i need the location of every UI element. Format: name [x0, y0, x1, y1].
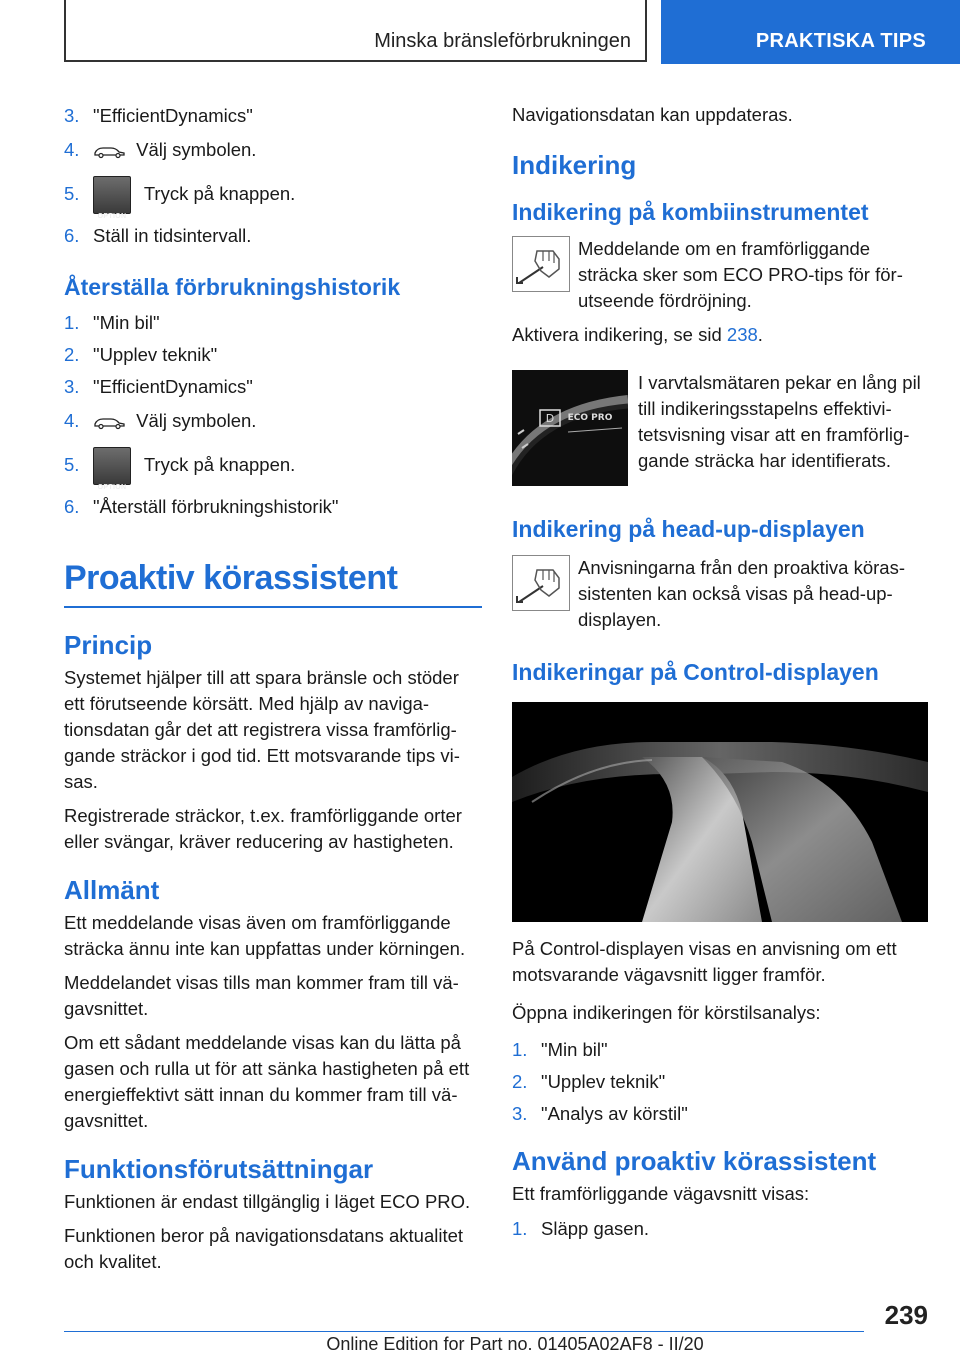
list-text: Tryck på knappen.	[143, 183, 296, 204]
heading-rule	[64, 606, 482, 608]
kombi-note	[512, 236, 930, 314]
subheading-control-display: Indikeringar på Control-displayen	[512, 659, 879, 685]
list-number: 1.	[512, 1218, 528, 1239]
list-number: 3.	[64, 376, 80, 397]
princip-paragraph-2: Registrerade sträckor, t.ex. framförliggande orter eller svängar, kräver reducering av hastigheten.	[64, 805, 462, 852]
tachometer-eco-pro-image	[512, 370, 628, 486]
section-heading-reset: Återställa förbrukningshistorik	[64, 274, 401, 300]
list-item	[64, 168, 482, 220]
activate-prefix: Aktivera indikering, se sid	[512, 324, 727, 345]
gauge-mode-label: ECO PRO	[567, 413, 613, 423]
steps-list-use	[512, 1213, 930, 1245]
subheading-kombi: Indikering på kombiinstrumentet	[512, 199, 869, 225]
list-item	[64, 371, 482, 403]
footer-edition: Online Edition for Part no. 01405A02AF8 - II/20	[326, 1334, 704, 1354]
pointer-hand-icon	[512, 555, 570, 611]
allmant-paragraph-1: Ett meddelande visas även om framförliggande sträcka ännu inte kan uppfattas under körningen.	[64, 912, 466, 959]
list-text: "Min bil"	[541, 1039, 608, 1060]
list-item	[64, 132, 482, 168]
list-text: Välj symbolen.	[136, 139, 257, 160]
allmant-paragraph-2: Meddelandet visas tills man kommer fram till vägavsnittet.	[64, 972, 459, 1019]
list-text: "Upplev teknik"	[541, 1071, 666, 1092]
list-text: "EfficientDynamics"	[93, 105, 253, 126]
list-text: Ställ in tidsintervall.	[93, 225, 252, 246]
list-item	[512, 1066, 930, 1098]
list-number: 3.	[512, 1103, 528, 1124]
list-item	[64, 307, 482, 339]
funk-paragraph-2: Funktionen beror på navigationsdatans aktualitet och kvalitet.	[64, 1225, 464, 1272]
steps-list-analysis	[512, 1034, 930, 1130]
main-heading: Proaktiv körassistent	[64, 559, 398, 597]
list-text: "Min bil"	[93, 312, 160, 333]
list-text: Släpp gasen.	[541, 1218, 650, 1239]
section-heading-funk: Funktionsförutsättningar	[64, 1154, 374, 1184]
list-item	[64, 100, 482, 132]
list-item	[64, 439, 482, 491]
hud-text: Anvisningarna från den proaktiva körassistenten kan också visas på head-up-displayen.	[578, 557, 906, 630]
left-column	[64, 100, 482, 1275]
steps-list-interval	[64, 100, 482, 252]
list-text: "EfficientDynamics"	[93, 376, 253, 397]
page-header	[64, 0, 960, 64]
list-item	[512, 1098, 930, 1130]
funk-paragraph-1: Funktionen är endast tillgänglig i läget ECO PRO.	[64, 1191, 471, 1212]
list-item	[64, 339, 482, 371]
kombi-text: Meddelande om en framförliggande sträcka sker som ECO PRO-tips för förutseende fördröjning.	[578, 238, 903, 311]
section-heading-indikering: Indikering	[512, 150, 637, 180]
car-eco-icon	[93, 414, 127, 430]
section-heading-princip: Princip	[64, 630, 153, 660]
header-section-title: Minska bränsleförbrukningen	[374, 30, 631, 52]
list-text: "Analys av körstil"	[541, 1103, 688, 1124]
list-number: 4.	[64, 410, 80, 431]
list-number: 6.	[64, 496, 80, 517]
gauge-text: I varvtalsmätaren pekar en lång pil till indikeringsstapelns effektivitetsvisning visar att en framförliggande sträcka har identifierats.	[638, 372, 921, 471]
use-paragraph-1: Ett framförliggande vägavsnitt visas:	[512, 1183, 810, 1204]
header-chapter-title: PRAKTISKA TIPS	[755, 30, 926, 52]
header-section-box	[64, 0, 647, 62]
option-button-icon	[93, 447, 131, 492]
list-item	[64, 491, 482, 523]
option-button-label: OPTION	[97, 484, 127, 492]
list-item	[64, 220, 482, 252]
option-button-label: OPTION	[97, 213, 127, 221]
right-column	[512, 100, 930, 1245]
list-number: 3.	[64, 105, 80, 126]
list-item	[512, 1034, 930, 1066]
steps-list-reset	[64, 307, 482, 523]
header-chapter-tab[interactable]	[661, 0, 960, 64]
list-item	[64, 403, 482, 439]
list-number: 2.	[64, 344, 80, 365]
list-number: 1.	[512, 1039, 528, 1060]
gauge-note	[512, 370, 930, 488]
list-text: Tryck på knappen.	[143, 454, 296, 475]
list-number: 5.	[64, 183, 80, 204]
list-number: 4.	[64, 139, 80, 160]
car-eco-icon	[93, 143, 127, 159]
list-text: Välj symbolen.	[136, 410, 257, 431]
cd-paragraph-2: Öppna indikeringen för körstilsanalys:	[512, 1002, 821, 1023]
cd-paragraph-1: På Control-displayen visas en anvisning om ett motsvarande vägavsnitt ligger framför.	[512, 938, 897, 985]
activate-paragraph	[512, 322, 930, 348]
list-number: 1.	[64, 312, 80, 333]
list-text: "Återställ förbrukningshistorik"	[93, 496, 339, 517]
pointer-hand-icon	[512, 236, 570, 292]
gauge-gear-label: D	[545, 412, 555, 425]
list-item	[512, 1213, 930, 1245]
intro-paragraph: Navigationsdatan kan uppdateras.	[512, 104, 793, 125]
list-text: "Upplev teknik"	[93, 344, 218, 365]
page-link-238[interactable]: 238	[726, 324, 758, 345]
footer-rule	[64, 1331, 864, 1332]
option-button-icon	[93, 176, 131, 221]
page-number: 239	[884, 1300, 928, 1330]
control-display-road-image	[512, 702, 928, 922]
list-number: 6.	[64, 225, 80, 246]
section-heading-use: Använd proaktiv körassistent	[512, 1146, 877, 1176]
princip-paragraph-1: Systemet hjälper till att spara bränsle och stöder ett förutseende körsätt. Med hjälp av navigationsdatan går det att registrera vissa framförliggande sträckor i god tid. Ett motsvarande tips visas.	[64, 667, 460, 792]
section-heading-allmant: Allmänt	[64, 875, 160, 905]
list-number: 5.	[64, 454, 80, 475]
subheading-hud: Indikering på head-up-displayen	[512, 516, 865, 542]
allmant-paragraph-3: Om ett sådant meddelande visas kan du lätta på gasen och rulla ut för att sänka hastigheten på ett energieffektivt sätt innan du kommer fram till vägavsnittet.	[64, 1032, 470, 1131]
activate-suffix: .	[757, 324, 763, 345]
list-number: 2.	[512, 1071, 528, 1092]
hud-note	[512, 555, 930, 633]
